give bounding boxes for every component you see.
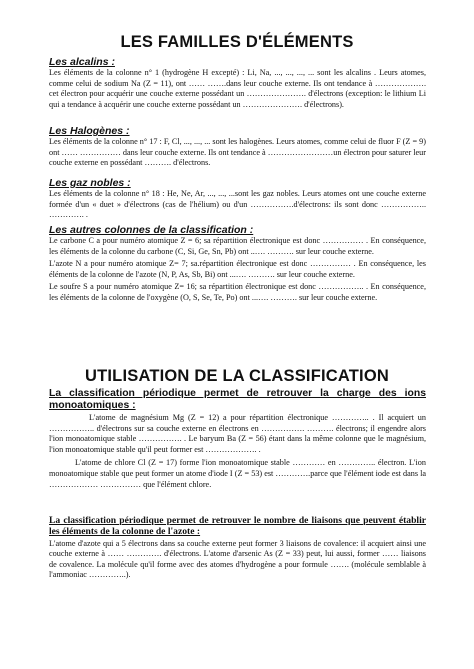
section-halogenes <box>49 125 426 169</box>
page-title: LES FAMILLES D'ÉLÉMENTS <box>120 33 354 51</box>
text-soufre: Le soufre S a pour numéro atomique Z= 16; sa répartition électronique est donc …………….. . En conséquence, les éléments de la colonne de l'oxygène (O, S, Se, Te, Po) ont ...…. ………. sur leur couche externe. <box>49 282 426 302</box>
section-liaisons <box>49 516 426 581</box>
section-title-utilisation: UTILISATION DE LA CLASSIFICATION <box>85 367 389 385</box>
heading-autres-colonnes: Les autres colonnes de la classification : <box>49 224 254 236</box>
text-alcalins: Les éléments de la colonne n° 1 (hydrogène H excepté) : Li, Na, ..., ..., ..., ... sont les alcalins . Leurs atomes, comme celui de sodium Na (Z = 11), ont …… …….dans leur couche externe. Ils ont tendance à ………………. cet électron pour acquérir une couche externe possédant un …………………. d'électrons (exception: le lithium Li qui a tendance à acquérir une couche externe possédant un …………………. d'électrons). <box>49 68 426 109</box>
heading-gaz-nobles: Les gaz nobles : <box>49 177 131 189</box>
text-carbone: Le carbone C a pour numéro atomique Z = 6; sa répartition électronique est donc …………… . En conséquence, les éléments de la colonne du carbone (C, Si, Ge, Sn, Pb) ont ..…. ………. sur leur couche externe. <box>49 236 426 256</box>
text-chlore: L'atome de chlore Cl (Z = 17) forme l'ion monoatomique stable ………… en ………….. électron. L'ion monoatomique stable que peut former un atome d'iode I (Z = 53) est ………….parce que l'élément iode est dans la ……………… …………… que l'élément chlore. <box>49 458 426 489</box>
heading-halogenes: Les Halogènes : <box>49 125 130 137</box>
section-alcalins <box>49 56 426 110</box>
section-gaz-nobles <box>49 177 426 221</box>
section-charge-ions <box>49 388 426 490</box>
heading-alcalins: Les alcalins : <box>49 56 115 68</box>
text-halogenes: Les éléments de la colonne n° 17 : F, Cl, ..., ..., ... sont les halogènes. Leurs atomes, comme celui de fluor F (Z = 9) ont …… …………… dans leur couche externe. Ils ont tendance à ……………………un électron pour saturer leur couche externe en possédant ………. d'électrons. <box>49 137 426 168</box>
heading-liaisons: La classification périodique permet de retrouver le nombre de liaisons que peuvent établir les éléments de la colonne de l'azote : <box>49 515 426 537</box>
heading-charge-ions: La classification périodique permet de retrouver la charge des ions monoatomiques : <box>49 388 426 411</box>
text-gaz-nobles: Les éléments de la colonne n° 18 : He, Ne, Ar, ..., ..., ...sont les gaz nobles. Leurs atomes ont une couche externe formée d'un « duet » d'électrons (cas de l'hélium) ou d'un …………….d'électrons: ils sont donc …………….. …………. . <box>49 189 426 220</box>
text-magnesium: L'atome de magnésium Mg (Z = 12) a pour répartition électronique ………….. . Il acquiert un …………….. d'électrons sur sa couche externe en électrons en ……………. ………. électrons; il engendre alors l'ion monoatomique stable ……………. . Le baryum Ba (Z = 56) étant dans la même colonne que le magnésium, l'ion monoatomique stable qu'il peut former est ………………. . <box>49 413 426 454</box>
text-liaisons: L'atome d'azote qui a 5 électrons dans sa couche externe peut former 3 liaisons de covalence: il acquiert ainsi une couche externe à …… …………. d'électrons. L'atome d'arsenic As (Z = 33) peut, lui aussi, former …… liaisons de covalence. La molécule qu'il forme avec des atomes d'hydrogène a pour formule ……. (molécule semblable à l'ammoniac …………..). <box>49 538 426 580</box>
section-autres-colonnes <box>49 224 426 304</box>
text-azote: L'azote N a pour numéro atomique Z= 7; sa.répartition électronique est donc …………… . En conséquence, les éléments de la colonne de l'azote (N, P, As, Sb, Bi) ont ...…. ………. sur leur couche externe. <box>49 259 426 279</box>
